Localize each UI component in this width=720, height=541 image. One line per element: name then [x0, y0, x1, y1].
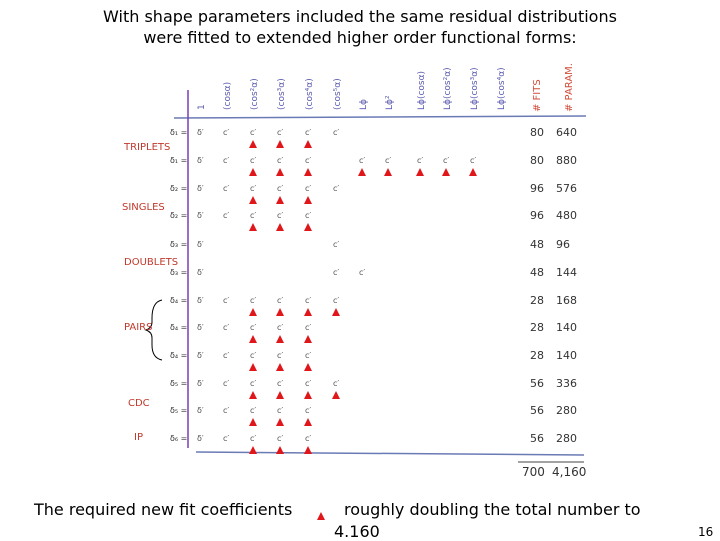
fits-count: 48	[530, 266, 544, 279]
new-coefficient-marker	[249, 418, 257, 426]
coefficient-cell: c′	[333, 379, 340, 388]
params-count: 336	[556, 377, 577, 390]
coefficient-cell: c′	[333, 128, 340, 137]
row-label: δ₅ =	[170, 406, 188, 415]
coefficient-cell: c′	[223, 128, 230, 137]
params-count: 140	[556, 321, 577, 334]
coefficient-cell: c′	[223, 323, 230, 332]
coefficient-cell: c′	[223, 156, 230, 165]
coefficient-cell: c′	[305, 351, 312, 360]
coefficient-cell: c′	[277, 379, 284, 388]
fits-count: 28	[530, 321, 544, 334]
params-count: 640	[556, 126, 577, 139]
column-header: (cos⁴α)	[305, 78, 315, 110]
new-coefficient-marker	[416, 168, 424, 176]
params-count: 880	[556, 154, 577, 167]
coefficient-cell: c′	[385, 156, 392, 165]
fits-count: 80	[530, 154, 544, 167]
fits-count: 56	[530, 377, 544, 390]
coefficient-cell: c′	[305, 156, 312, 165]
row-label: δ₃ =	[170, 268, 188, 277]
new-coefficient-marker	[304, 308, 312, 316]
column-header: Lϕ(cosα)	[417, 70, 427, 110]
new-coefficient-marker	[304, 223, 312, 231]
coefficient-cell: c′	[277, 406, 284, 415]
new-coefficient-marker	[304, 363, 312, 371]
caption-left: The required new fit coefficients	[34, 500, 293, 519]
new-coefficient-marker	[249, 335, 257, 343]
coefficient-cell: c′	[250, 351, 257, 360]
row-label: δ₄ =	[170, 323, 188, 332]
coefficient-cell: δ′	[197, 128, 204, 137]
title-line-1: With shape parameters included the same residual distributions	[103, 7, 617, 26]
coefficient-cell: c′	[333, 296, 340, 305]
row-label: δ₆ =	[170, 434, 188, 443]
new-coefficient-marker	[249, 446, 257, 454]
new-coefficient-marker	[304, 140, 312, 148]
coefficient-cell: δ′	[197, 434, 204, 443]
row-label: δ₃ =	[170, 240, 188, 249]
coefficient-cell: c′	[223, 296, 230, 305]
new-coefficient-marker	[249, 223, 257, 231]
new-coefficient-marker	[249, 196, 257, 204]
column-header: Lϕ²	[385, 95, 395, 110]
new-coefficient-marker	[249, 168, 257, 176]
coefficient-cell: c′	[277, 184, 284, 193]
coefficient-cell: c′	[277, 323, 284, 332]
group-label: PAIRS	[124, 322, 153, 333]
group-label: DOUBLETS	[124, 257, 179, 268]
coefficient-cell: δ′	[197, 406, 204, 415]
column-header: (cosα)	[223, 81, 233, 110]
coefficient-cell: c′	[277, 156, 284, 165]
coefficient-cell: c′	[417, 156, 424, 165]
fits-count: 96	[530, 182, 544, 195]
new-coefficient-marker	[276, 446, 284, 454]
coefficient-cell: c′	[305, 434, 312, 443]
new-coefficient-marker	[304, 418, 312, 426]
new-coefficient-marker	[276, 418, 284, 426]
coefficient-cell: c′	[250, 406, 257, 415]
coefficient-cell: c′	[305, 128, 312, 137]
coefficient-cell: c′	[250, 211, 257, 220]
new-coefficient-marker	[304, 168, 312, 176]
row-label: δ₂ =	[170, 211, 188, 220]
params-count: 280	[556, 432, 577, 445]
coefficient-cell: δ′	[197, 379, 204, 388]
title-line-2: were fitted to extended higher order functional forms:	[143, 28, 577, 47]
column-header: Lϕ(cos²α)	[443, 67, 453, 110]
column-header: (cos⁵α)	[333, 78, 343, 110]
row-label: δ₅ =	[170, 379, 188, 388]
fits-count: 56	[530, 404, 544, 417]
params-count: 168	[556, 294, 577, 307]
group-label: SINGLES	[122, 202, 165, 213]
column-header: 1	[197, 104, 207, 110]
params-count: 96	[556, 238, 570, 251]
header-underline	[174, 116, 586, 118]
total-fits: 700	[522, 465, 545, 479]
coefficient-cell: c′	[277, 211, 284, 220]
coefficient-cell: δ′	[197, 323, 204, 332]
coefficient-cell: δ′	[197, 351, 204, 360]
coefficient-cell: c′	[277, 296, 284, 305]
params-count: 280	[556, 404, 577, 417]
fits-count: 96	[530, 209, 544, 222]
coefficient-cell: c′	[250, 128, 257, 137]
column-header: Lϕ(cos⁴α)	[497, 67, 507, 110]
new-coefficient-marker	[358, 168, 366, 176]
params-count: 140	[556, 349, 577, 362]
coefficient-cell: c′	[277, 128, 284, 137]
new-coefficient-marker	[249, 363, 257, 371]
coefficient-cell: c′	[277, 434, 284, 443]
coefficient-cell: c′	[470, 156, 477, 165]
new-coefficient-marker	[276, 391, 284, 399]
fits-count: 28	[530, 349, 544, 362]
fits-count: 48	[530, 238, 544, 251]
new-coefficient-marker	[442, 168, 450, 176]
coefficient-cell: c′	[333, 184, 340, 193]
row-label: δ₁ =	[170, 156, 188, 165]
coefficient-cell: c′	[223, 351, 230, 360]
row-label: δ₂ =	[170, 184, 188, 193]
coefficient-cell: c′	[443, 156, 450, 165]
fits-count: 56	[530, 432, 544, 445]
fits-count: 80	[530, 126, 544, 139]
new-coefficient-marker	[249, 391, 257, 399]
new-coefficient-marker	[332, 391, 340, 399]
row-label: δ₁ =	[170, 128, 188, 137]
coefficient-cell: c′	[305, 211, 312, 220]
new-coefficient-marker	[276, 308, 284, 316]
coefficient-cell: c′	[223, 434, 230, 443]
row-label: δ₄ =	[170, 351, 188, 360]
coefficient-cell: c′	[305, 379, 312, 388]
coefficient-cell: c′	[305, 406, 312, 415]
new-coefficient-marker	[332, 308, 340, 316]
column-header: (cos³α)	[277, 78, 287, 110]
new-coefficient-marker	[276, 363, 284, 371]
coefficient-cell: δ′	[197, 268, 204, 277]
coefficient-cell: c′	[333, 268, 340, 277]
total-params: 4,160	[552, 465, 587, 479]
coefficient-cell: δ′	[197, 296, 204, 305]
slide-number: 16	[698, 525, 714, 539]
new-coefficient-marker	[304, 446, 312, 454]
coefficient-cell: c′	[359, 156, 366, 165]
count-header: # PARAM.	[564, 63, 575, 112]
fits-count: 28	[530, 294, 544, 307]
coefficient-cell: c′	[223, 184, 230, 193]
coefficient-cell: c′	[305, 184, 312, 193]
coefficient-cell: c′	[223, 406, 230, 415]
params-count: 144	[556, 266, 577, 279]
params-count: 480	[556, 209, 577, 222]
coefficient-cell: c′	[223, 211, 230, 220]
new-coefficient-marker	[469, 168, 477, 176]
coefficient-cell: c′	[359, 268, 366, 277]
new-coefficient-marker	[249, 308, 257, 316]
caption-total: 4.160	[334, 522, 380, 541]
coefficient-cell: δ′	[197, 211, 204, 220]
new-coefficient-marker	[276, 168, 284, 176]
group-label: IP	[134, 432, 143, 443]
column-header: Lϕ(cos³α)	[470, 67, 480, 110]
coefficient-cell: c′	[250, 434, 257, 443]
coefficient-cell: c′	[250, 379, 257, 388]
row-label: δ₄ =	[170, 296, 188, 305]
coefficient-cell: c′	[333, 240, 340, 249]
coefficient-cell: c′	[277, 351, 284, 360]
column-header: (cos²α)	[250, 78, 260, 110]
coefficient-cell: c′	[305, 323, 312, 332]
coefficient-cell: c′	[250, 296, 257, 305]
coefficient-cell: δ′	[197, 156, 204, 165]
new-coefficient-marker	[276, 196, 284, 204]
new-coefficient-marker	[276, 335, 284, 343]
caption-right: roughly doubling the total number to	[344, 500, 641, 519]
new-coefficient-marker	[249, 140, 257, 148]
coefficient-cell: c′	[250, 323, 257, 332]
new-coefficient-marker	[276, 140, 284, 148]
new-coefficient-marker	[276, 223, 284, 231]
params-count: 576	[556, 182, 577, 195]
new-coefficient-marker	[304, 335, 312, 343]
new-coefficient-marker	[304, 391, 312, 399]
column-header: Lϕ	[359, 99, 369, 110]
group-label: CDC	[128, 398, 150, 409]
count-header: # FITS	[532, 79, 543, 112]
group-label: TRIPLETS	[124, 142, 171, 153]
coefficient-cell: c′	[223, 379, 230, 388]
coefficient-cell: c′	[250, 184, 257, 193]
coefficient-cell: c′	[305, 296, 312, 305]
new-coefficient-marker	[304, 196, 312, 204]
coefficient-cell: δ′	[197, 240, 204, 249]
coefficient-cell: δ′	[197, 184, 204, 193]
coefficient-cell: c′	[250, 156, 257, 165]
new-coefficient-marker	[384, 168, 392, 176]
